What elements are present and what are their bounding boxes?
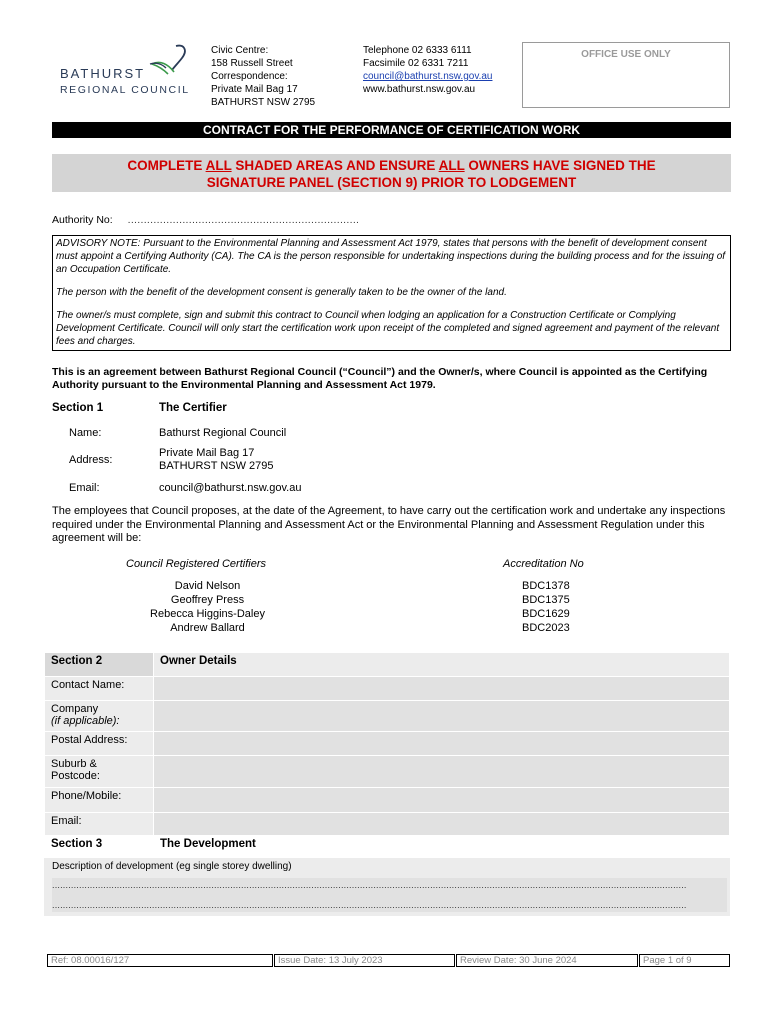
- authority-field[interactable]: ........................................................................: [127, 214, 360, 226]
- accreditation-item: BDC1378: [522, 580, 570, 592]
- section3-label: Section 3: [45, 836, 154, 857]
- telephone: Telephone 02 6333 6111: [363, 45, 472, 56]
- civic-address: [211, 44, 315, 109]
- dotted-line: ...........................................................................................................................................................................................................................................: [52, 900, 687, 910]
- lodgement-warning: COMPLETE ALL SHADED AREAS AND ENSURE ALL OWNERS HAVE SIGNED THE SIGNATURE PANEL (SECTION 9) PRIOR TO LODGEMENT: [52, 154, 731, 192]
- development-description-field[interactable]: [52, 878, 727, 912]
- address-label: Address:: [69, 454, 113, 466]
- owner-email-label: Email:: [45, 813, 154, 836]
- certifier-item: Geoffrey Press: [170, 594, 245, 606]
- office-use-box: OFFICE USE ONLY: [522, 42, 730, 108]
- certifier-item: Andrew Ballard: [170, 622, 245, 634]
- section2-label: Section 2: [45, 653, 154, 677]
- employees-paragraph: The employees that Council proposes, at the date of the Agreement, to have carry out the certification work and undertake any inspections required under the Environmental Planning and Assessment Act or the Environmental Planning and Assessment Regulation under this agreement will be:: [52, 505, 726, 544]
- owner-details-table: [44, 652, 730, 857]
- accreditation-numbers: [522, 579, 570, 635]
- advisory-paragraph: The person with the benefit of the development consent is generally taken to be the owner of the land.: [56, 287, 507, 298]
- section3-title: The Development: [154, 836, 730, 857]
- agreement-statement: This is an agreement between Bathurst Regional Council (“Council”) and the Owner/s, where Council is appointed as the Certifying Authority pursuant to the Environmental Planning and Assessment Act 1979.: [52, 366, 708, 391]
- footer-review-date: Review Date: 30 June 2024: [456, 954, 638, 967]
- accreditation-item: BDC1629: [522, 608, 570, 620]
- suburb-label: Suburb & Postcode:: [45, 756, 154, 788]
- contact-name-label: Contact Name:: [45, 677, 154, 701]
- logo-line2: REGIONAL COUNCIL: [60, 84, 190, 96]
- contact-details: [363, 44, 492, 96]
- contact-name-field[interactable]: [154, 677, 730, 701]
- suburb-field[interactable]: [154, 756, 730, 788]
- logo-line1: BATHURST: [60, 66, 146, 81]
- certifiers-heading: Council Registered Certifiers: [126, 558, 266, 570]
- phone-label: Phone/Mobile:: [45, 788, 154, 813]
- website: www.bathurst.nsw.gov.au: [363, 84, 476, 95]
- section1-label: Section 1: [52, 402, 104, 414]
- authority-label: Authority No:: [52, 214, 113, 226]
- certifier-names: [120, 579, 295, 635]
- accreditation-item: BDC1375: [522, 594, 570, 606]
- development-description: [44, 858, 730, 916]
- advisory-paragraph: The owner/s must complete, sign and submit this contract to Council when lodging an application for a Construction Certificate or Complying Development Certificate. Council will only start the certification work upon receipt of the completed and signed agreement and payment of the relevant fees and charges.: [56, 310, 720, 347]
- contract-title: CONTRACT FOR THE PERFORMANCE OF CERTIFICATION WORK: [52, 122, 731, 138]
- civic-line: Civic Centre:: [211, 45, 269, 56]
- company-field[interactable]: [154, 701, 730, 732]
- footer-page-number: Page 1 of 9: [639, 954, 730, 967]
- email-label: Email:: [69, 482, 100, 494]
- development-description-label: Description of development (eg single storey dwelling): [52, 861, 292, 872]
- civic-line: Correspondence:: [211, 71, 288, 82]
- accreditation-heading: Accreditation No: [503, 558, 584, 570]
- email-link[interactable]: council@bathurst.nsw.gov.au: [363, 71, 493, 82]
- certifier-address: Private Mail Bag 17 BATHURST NSW 2795: [159, 447, 274, 472]
- section2-title: Owner Details: [154, 653, 730, 677]
- authority-number: [52, 214, 359, 226]
- certifier-item: David Nelson: [174, 580, 241, 592]
- footer-issue-date: Issue Date: 13 July 2023: [274, 954, 455, 967]
- owner-email-field[interactable]: [154, 813, 730, 836]
- certifier-name: Bathurst Regional Council: [159, 427, 287, 439]
- civic-line: BATHURST NSW 2795: [211, 97, 316, 108]
- name-label: Name:: [69, 427, 102, 439]
- certifier-email: council@bathurst.nsw.gov.au: [159, 482, 302, 494]
- postal-address-label: Postal Address:: [45, 732, 154, 756]
- section1-title: The Certifier: [159, 402, 227, 414]
- company-label: Company (if applicable):: [45, 701, 154, 732]
- civic-line: Private Mail Bag 17: [211, 84, 298, 95]
- certifier-item: Rebecca Higgins-Daley: [150, 608, 265, 620]
- council-logo: [60, 42, 195, 102]
- dotted-line: ...........................................................................................................................................................................................................................................: [52, 880, 687, 890]
- butterfly-icon: [146, 42, 190, 80]
- footer-ref: Ref: 08.00016/127: [47, 954, 273, 967]
- advisory-note: [52, 235, 731, 351]
- advisory-paragraph: ADVISORY NOTE: Pursuant to the Environmental Planning and Assessment Act 1979, states that persons with the benefit of development consent must appoint a Certifying Authority (CA). The CA is the person responsible for undertaking inspections during the building process and for the issuing of an Occupation Certificate.: [56, 238, 726, 275]
- facsimile: Facsimile 02 6331 7211: [363, 58, 469, 69]
- accreditation-item: BDC2023: [522, 622, 570, 634]
- phone-field[interactable]: [154, 788, 730, 813]
- civic-line: 158 Russell Street: [211, 58, 293, 69]
- postal-address-field[interactable]: [154, 732, 730, 756]
